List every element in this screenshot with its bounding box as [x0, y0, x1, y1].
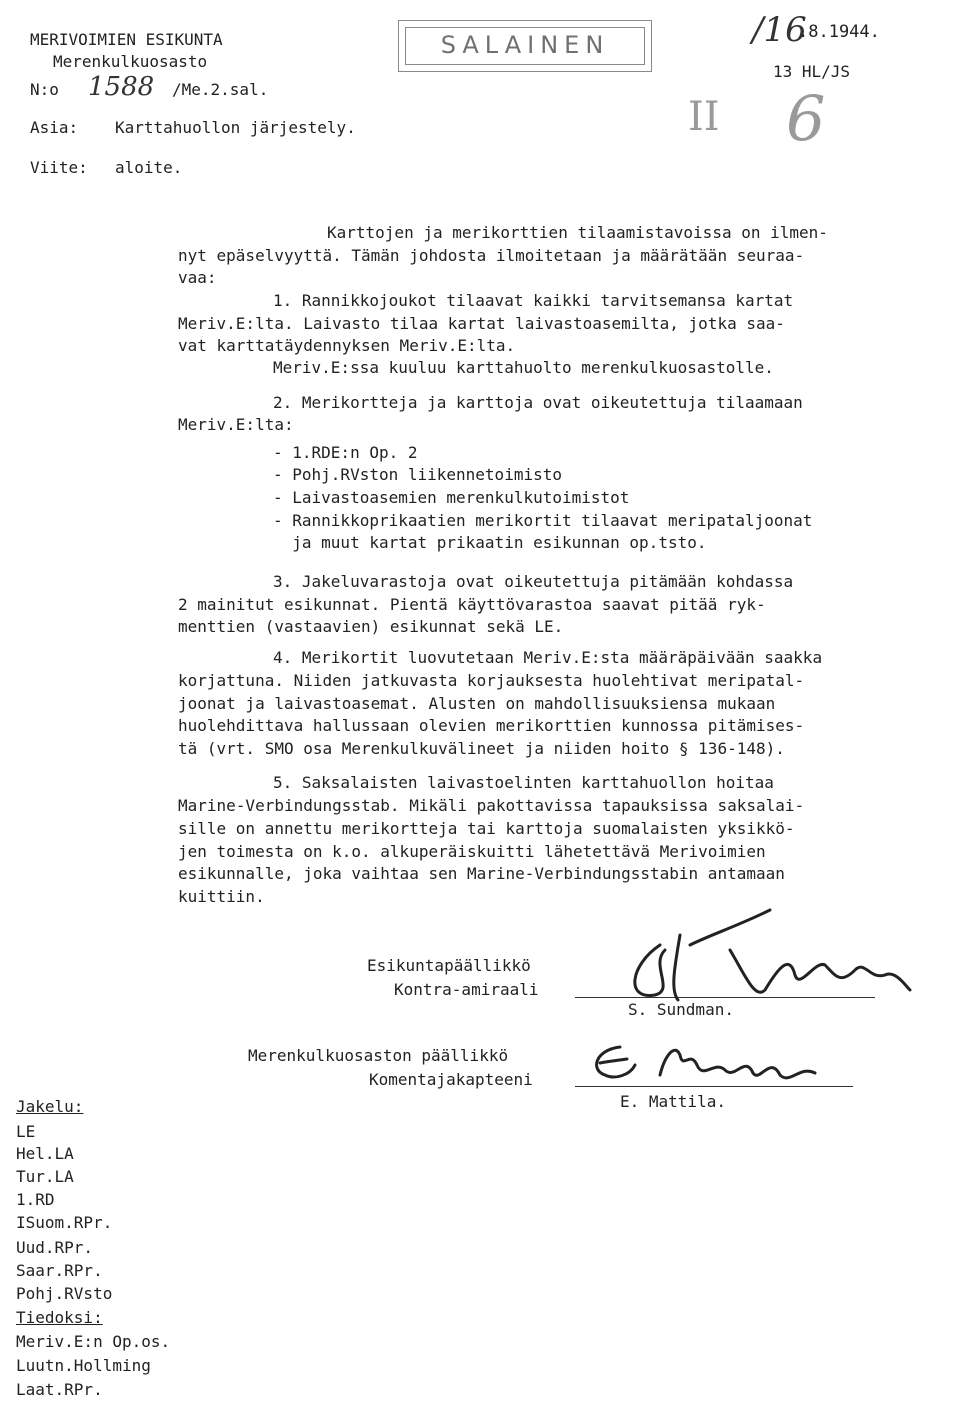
paragraph-4-line-2: korjattuna. Niiden jatkuvasta korjauksesta huolehtivat meripatal-: [178, 671, 805, 690]
distribution-item: LE: [16, 1122, 36, 1141]
org-department: Merenkulkuosasto: [53, 52, 208, 71]
list-item: - Pohj.RVston liikennetoimisto: [273, 465, 562, 484]
subject-label: Asia:: [30, 118, 79, 137]
paragraph-3-line-1: 3. Jakeluvarastoja ovat oikeutettuja pitämään kohdassa: [273, 572, 794, 591]
paragraph-5-line-3: sille on annettu merikortteja tai karttoja suomalaisten yksikkö-: [178, 819, 795, 838]
distribution-item: Uud.RPr.: [16, 1238, 94, 1257]
list-item: ja muut kartat prikaatin esikunnan op.tsto.: [273, 533, 707, 552]
paragraph-4-line-3: joonat ja laivastoasemat. Alusten on mahdollisuuksiensa mukaan: [178, 694, 776, 713]
paragraph-3-line-2: 2 mainitut esikunnat. Pientä käyttövarastoa saavat pitää ryk-: [178, 595, 766, 614]
list-item: - Laivastoasemien merenkulkutoimistot: [273, 488, 630, 507]
distribution-item: Saar.RPr.: [16, 1261, 103, 1280]
info-heading: Tiedoksi:: [16, 1308, 103, 1327]
paragraph-4-line-5: tä (vrt. SMO osa Merenkulkuvälineet ja niiden hoito § 136-148).: [178, 739, 785, 758]
number-prefix: N:o: [30, 80, 59, 99]
paragraph-1-line-1: 1. Rannikkojoukot tilaavat kaikki tarvitsemansa kartat: [273, 291, 794, 310]
info-item: Meriv.E:n Op.os.: [16, 1332, 171, 1351]
list-item: - Rannikkoprikaatien merikortit tilaavat meripataljoonat: [273, 511, 813, 530]
info-item: Luutn.Hollming: [16, 1356, 151, 1375]
signatory-2-name: E. Mattila.: [620, 1092, 726, 1111]
classification-stamp: [398, 20, 652, 72]
signatory-2-rank: Komentajakapteeni: [369, 1070, 533, 1089]
signatory-1-rank: Kontra-amiraali: [394, 980, 539, 999]
paragraph-1-line-2: Meriv.E:lta. Laivasto tilaa kartat laivastoasemilta, jotka saa-: [178, 314, 785, 333]
distribution-item: Pohj.RVsto: [16, 1284, 113, 1303]
org-name: MERIVOIMIEN ESIKUNTA: [30, 30, 223, 49]
paragraph-5-line-5: esikunnalle, joka vaihtaa sen Marine-Verbindungsstabin antamaan: [178, 864, 785, 883]
distribution-item: Tur.LA: [16, 1167, 74, 1186]
reference-value: aloite.: [115, 158, 183, 177]
distribution-heading: Jakelu:: [16, 1097, 84, 1116]
paragraph-5-line-4: jen toimesta on k.o. alkuperäiskuitti lähetettävä Merivoimien: [178, 842, 766, 861]
paragraph-5-line-6: kuittiin.: [178, 887, 265, 906]
large-number-mark: 6: [786, 82, 826, 155]
paragraph-4-line-4: huolehdittava hallussaan olevien merikorttien kunnossa pitämises-: [178, 716, 805, 735]
paragraph-1-line-4: Meriv.E:ssa kuuluu karttahuolto merenkulkuosastolle.: [273, 358, 774, 377]
list-item: - 1.RDE:n Op. 2: [273, 443, 418, 462]
intro-line-3: vaa:: [178, 268, 217, 287]
signatory-1-title: Esikuntapäällikkö: [367, 956, 531, 975]
roman-numeral-mark: II: [688, 94, 720, 140]
intro-line-2: nyt epäselvyyttä. Tämän johdosta ilmoitetaan ja määrätään seuraa-: [178, 246, 805, 265]
paragraph-2-line-2: Meriv.E:lta:: [178, 415, 294, 434]
paragraph-5-line-2: Marine-Verbindungsstab. Mikäli pakottavissa tapauksissa saksalai-: [178, 796, 805, 815]
signatory-2-title: Merenkulkuosaston päällikkö: [248, 1046, 509, 1065]
document-number-handwritten: 1588: [88, 72, 155, 102]
number-suffix: /Me.2.sal.: [172, 80, 269, 99]
intro-line-1: Karttojen ja merikorttien tilaamistavoissa on ilmen-: [327, 223, 828, 242]
document-date: .8.1944.: [798, 22, 880, 42]
classification-text: SALAINEN: [440, 31, 610, 59]
paragraph-4-line-1: 4. Merikortit luovutetaan Meriv.E:sta määräpäivään saakka: [273, 648, 823, 667]
distribution-item: Hel.LA: [16, 1144, 74, 1163]
paragraph-3-line-3: menttien (vastaavien) esikunnat sekä LE.: [178, 617, 564, 636]
signature-sundman: [620, 905, 920, 1015]
signatory-1-name: S. Sundman.: [628, 1000, 734, 1019]
subject: Karttahuollon järjestely.: [115, 118, 356, 137]
paragraph-5-line-1: 5. Saksalaisten laivastoelinten karttahuollon hoitaa: [273, 773, 774, 792]
paragraph-1-line-3: vat karttatäydennyksen Meriv.E:lta.: [178, 336, 516, 355]
distribution-item: ISuom.RPr.: [16, 1213, 113, 1232]
reference-label: Viite:: [30, 158, 88, 177]
paragraph-2-line-1: 2. Merikortteja ja karttoja ovat oikeutettuja tilaamaan: [273, 393, 803, 412]
info-item: Laat.RPr.: [16, 1380, 103, 1399]
reference-code: 13 HL/JS: [773, 62, 851, 81]
distribution-item: 1.RD: [16, 1190, 55, 1209]
signature-mattila: [585, 1035, 855, 1095]
date-day-handwritten: /16: [752, 10, 807, 50]
